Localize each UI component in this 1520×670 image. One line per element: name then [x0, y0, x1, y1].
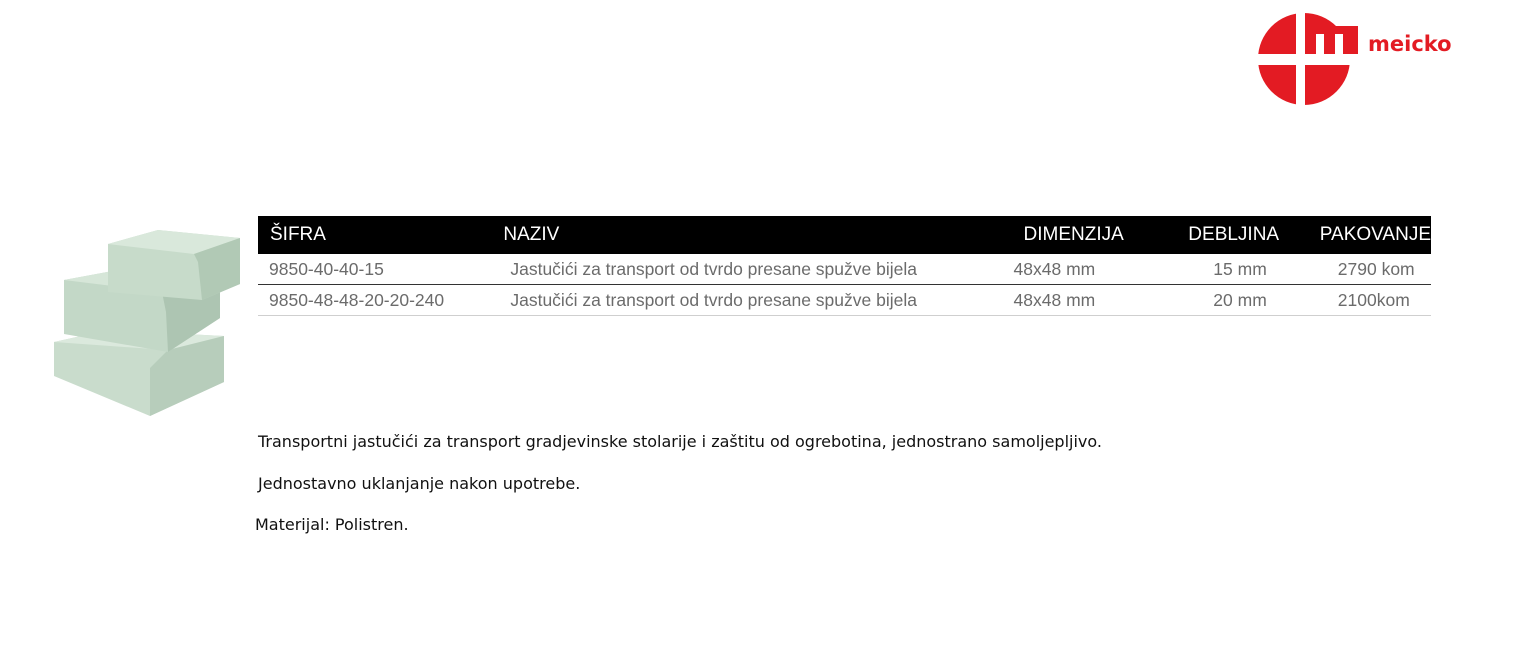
foam-pads-stack-icon: [54, 230, 240, 416]
brand-logo: [1258, 12, 1478, 108]
table-header-row: [258, 216, 1431, 254]
cell-dimension: 48x48 mm: [1014, 254, 1189, 285]
description-line-2: Jednostavno uklanjanje nakon upotrebe.: [258, 474, 581, 493]
header-debljina: DEBLJINA: [1188, 216, 1319, 254]
cell-name: Jastučići za transport od tvrdo presane spužve bijela: [503, 285, 1013, 316]
description-line-1: Transportni jastučići za transport gradjevinske stolarije i zaštitu od ogrebotina, jednostrano samoljepljivo.: [258, 432, 1102, 451]
cell-name: Jastučići za transport od tvrdo presane spužve bijela: [503, 254, 1013, 285]
product-image: [48, 222, 248, 422]
description-line-3: Materijal: Polistren.: [255, 515, 409, 534]
table-row: [258, 285, 1431, 316]
header-pakovanje: PAKOVANJE: [1320, 216, 1431, 254]
cell-packaging: 2790 kom: [1320, 254, 1431, 285]
cell-dimension: 48x48 mm: [1014, 285, 1189, 316]
header-dimenzija: DIMENZIJA: [1014, 216, 1189, 254]
product-spec-table: [258, 216, 1431, 316]
header-sifra: ŠIFRA: [258, 216, 503, 254]
header-naziv: NAZIV: [503, 216, 1013, 254]
cell-thickness: 20 mm: [1188, 285, 1319, 316]
brand-name: meicko: [1368, 32, 1452, 56]
meicko-logo-icon: [1258, 12, 1358, 106]
cell-code: 9850-48-48-20-20-240: [258, 285, 503, 316]
cell-code: 9850-40-40-15: [258, 254, 503, 285]
cell-packaging: 2100kom: [1320, 285, 1431, 316]
table-row: [258, 254, 1431, 285]
cell-thickness: 15 mm: [1188, 254, 1319, 285]
